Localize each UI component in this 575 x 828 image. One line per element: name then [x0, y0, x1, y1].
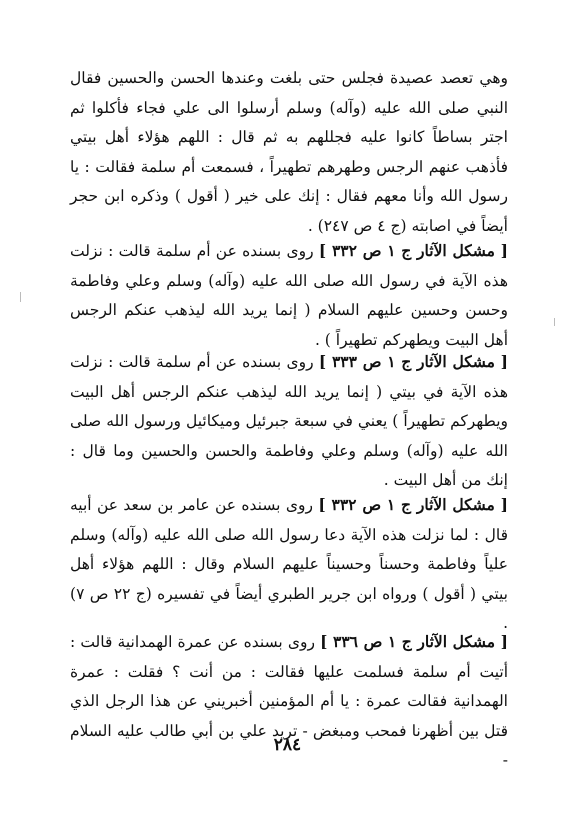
paragraph-3-reference: [ مشكل الآثار ج ١ ص ٣٣٣ ]: [318, 352, 508, 371]
page-number: ٢٨٤: [273, 735, 302, 755]
paragraph-4: [70, 490, 508, 639]
paragraph-3: [70, 347, 508, 496]
paragraph-1: [70, 64, 508, 241]
paragraph-4-reference: [ مشكل الآثار ج ١ ص ٣٣٢ ]: [318, 495, 508, 514]
paragraph-3-text: روى بسنده عن أم سلمة قالت : نزلت هذه الآية في بيتي ( إنما يريد الله ليذهب عنكم الرجس أهل البيت ويطهركم تطهيراً ) يعني في سبعة جبرئيل وميكائيل ورسول الله صلى الله عليه (وآله) وسلم وعلي وفاطمة والحسن والحسين وما قال : إنك من أهل البيت .: [70, 353, 508, 489]
paragraph-2-text: روى بسنده عن أم سلمة قالت : نزلت هذه الآية في رسول الله صلى الله عليه (وآله) وسلم وعلي وفاطمة وحسن وحسين عليهم السلام ( إنما يريد الله ليذهب عنكم الرجس أهل البيت ويطهركم تطهيراً ) .: [70, 242, 508, 349]
scan-mark: [20, 292, 21, 302]
paragraph-4-text: روى بسنده عن عامر بن سعد عن أبيه قال : لما نزلت هذه الآية دعا رسول الله صلى الله عليه (وآله) وسلم علياً وفاطمة وحسناً وحسيناً عليهم السلام وقال : اللهم هؤلاء أهل بيتي ( أقول ) ورواه ابن جرير الطبري أيضاً في تفسيره (ج ٢٢ ص ٧) .: [70, 496, 508, 632]
paragraph-2-reference: [ مشكل الآثار ج ١ ص ٣٣٢ ]: [318, 241, 508, 260]
paragraph-1-text: وهي تعصد عصيدة فجلس حتى بلغت وعندها الحسن والحسين فقال النبي صلى الله عليه (وآله) وسلم أرسلوا الى علي فجاء فأكلوا ثم اجتر بساطاً كانوا عليه فجللهم به ثم قال : اللهم هؤلاء أهل بيتي فأذهب عنهم الرجس وطهرهم تطهيراً ، فسمعت أم سلمة فقالت : يا رسول الله وأنا معهم فقال : إنك على خير ( أقول ) وذكره ابن حجر أيضاً في اصابته (ج ٤ ص ٢٤٧) .: [70, 69, 508, 235]
paragraph-5-text: روى بسنده عن عمرة الهمدانية قالت : أتيت أم سلمة فسلمت عليها فقالت : من أنت ؟ فقلت : عمرة الهمدانية فقالت عمرة : يا أم المؤمنين أخبريني عن هذا الرجل الذي قتل بين أظهرنا فمحب ومبغض - تريد علي بن أبي طالب عليه السلام -: [70, 633, 508, 769]
paragraph-5-reference: [ مشكل الآثار ج ١ ص ٣٣٦ ]: [320, 632, 508, 651]
paragraph-2: [70, 236, 508, 355]
scan-mark: [554, 318, 555, 326]
